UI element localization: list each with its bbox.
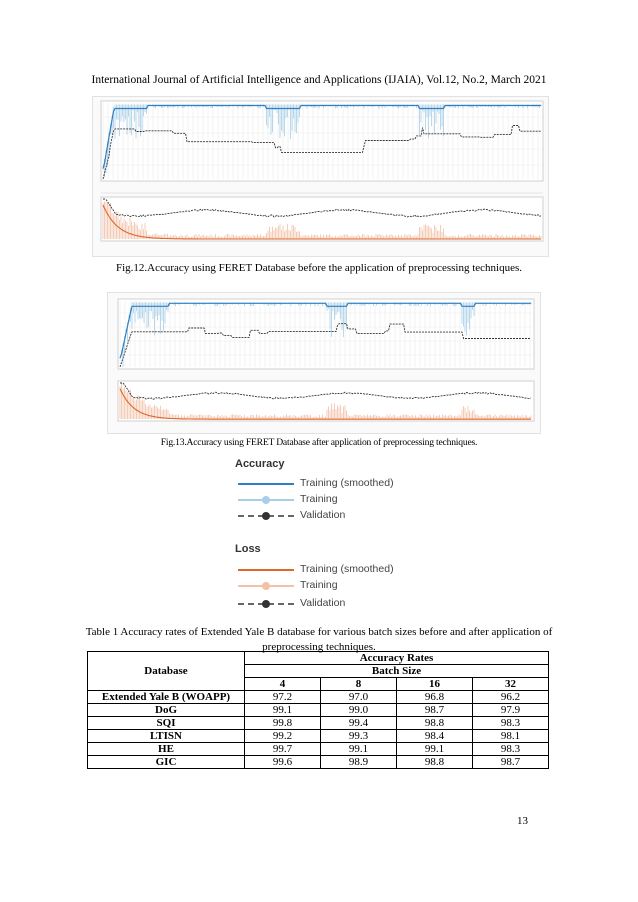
legend-loss-validation xyxy=(238,597,418,611)
table-row xyxy=(88,717,549,730)
batch-size-header: 32 xyxy=(473,678,549,691)
fig13-loss-axes xyxy=(118,381,534,421)
figure-13-plot xyxy=(107,292,541,434)
cell-value: 99.0 xyxy=(321,704,397,717)
fig12-accuracy-axes xyxy=(101,101,543,181)
col-header-accuracy: Accuracy Rates xyxy=(245,652,549,665)
legend-accuracy-title: Accuracy xyxy=(235,458,285,470)
legend-acc-validation xyxy=(238,509,418,523)
row-name: SQI xyxy=(88,717,245,730)
figure-13-training-progress xyxy=(108,293,540,433)
cell-value: 98.7 xyxy=(397,704,473,717)
legend-loss-training xyxy=(238,579,418,593)
cell-value: 99.1 xyxy=(321,743,397,756)
col-header-database: Database xyxy=(88,652,245,691)
legend-label: Training (smoothed) xyxy=(300,563,394,575)
cell-value: 99.8 xyxy=(245,717,321,730)
cell-value: 99.1 xyxy=(245,704,321,717)
row-name: LTISN xyxy=(88,730,245,743)
row-name: DoG xyxy=(88,704,245,717)
accuracy-table xyxy=(87,651,549,769)
table-row xyxy=(88,730,549,743)
table-caption: Table 1 Accuracy rates of Extended Yale B database for various batch sizes before and after application of preprocessing techniques. xyxy=(85,626,553,653)
batch-size-header: 16 xyxy=(397,678,473,691)
legend-acc-training-smoothed xyxy=(238,477,418,491)
cell-value: 98.3 xyxy=(473,743,549,756)
line-marker-swatch-icon xyxy=(238,580,294,592)
col-header-batch-size: Batch Size xyxy=(245,665,549,678)
row-name: Extended Yale B (WOAPP) xyxy=(88,691,245,704)
legend-label: Training xyxy=(300,579,338,591)
table-row xyxy=(88,756,549,769)
dashed-marker-swatch-icon xyxy=(238,510,294,522)
line-swatch-icon xyxy=(238,564,294,576)
cell-value: 97.0 xyxy=(321,691,397,704)
legend-label: Validation xyxy=(300,509,346,521)
batch-size-header: 8 xyxy=(321,678,397,691)
row-name: GIC xyxy=(88,756,245,769)
cell-value: 99.2 xyxy=(245,730,321,743)
cell-value: 99.1 xyxy=(397,743,473,756)
cell-value: 97.2 xyxy=(245,691,321,704)
cell-value: 98.3 xyxy=(473,717,549,730)
figure-12-training-progress xyxy=(93,97,548,256)
figure-12-plot xyxy=(92,96,549,257)
cell-value: 99.6 xyxy=(245,756,321,769)
cell-value: 99.4 xyxy=(321,717,397,730)
line-swatch-icon xyxy=(238,478,294,490)
fig13-accuracy-axes xyxy=(118,299,534,369)
cell-value: 98.1 xyxy=(473,730,549,743)
cell-value: 98.4 xyxy=(397,730,473,743)
cell-value: 99.7 xyxy=(245,743,321,756)
plot-legend xyxy=(232,455,412,615)
cell-value: 99.3 xyxy=(321,730,397,743)
legend-loss-title: Loss xyxy=(235,543,261,555)
cell-value: 96.8 xyxy=(397,691,473,704)
dashed-marker-swatch-icon xyxy=(238,598,294,610)
cell-value: 96.2 xyxy=(473,691,549,704)
figure-13-caption: Fig.13.Accuracy using FERET Database after application of preprocessing techniques. xyxy=(160,437,478,448)
cell-value: 97.9 xyxy=(473,704,549,717)
legend-label: Training xyxy=(300,493,338,505)
cell-value: 98.8 xyxy=(397,756,473,769)
page-number: 13 xyxy=(517,815,528,827)
batch-size-header: 4 xyxy=(245,678,321,691)
table-row xyxy=(88,704,549,717)
legend-label: Training (smoothed) xyxy=(300,477,394,489)
journal-header: International Journal of Artificial Intelligence and Applications (IJAIA), Vol.12, No.2, March 2021 xyxy=(91,74,547,86)
legend-label: Validation xyxy=(300,597,346,609)
cell-value: 98.9 xyxy=(321,756,397,769)
row-name: HE xyxy=(88,743,245,756)
table-row xyxy=(88,743,549,756)
figure-12-caption: Fig.12.Accuracy using FERET Database before the application of preprocessing techniques. xyxy=(115,262,523,274)
cell-value: 98.8 xyxy=(397,717,473,730)
cell-value: 98.7 xyxy=(473,756,549,769)
table-row xyxy=(88,691,549,704)
legend-acc-training xyxy=(238,493,418,507)
legend-loss-training-smoothed xyxy=(238,563,418,577)
line-marker-swatch-icon xyxy=(238,494,294,506)
